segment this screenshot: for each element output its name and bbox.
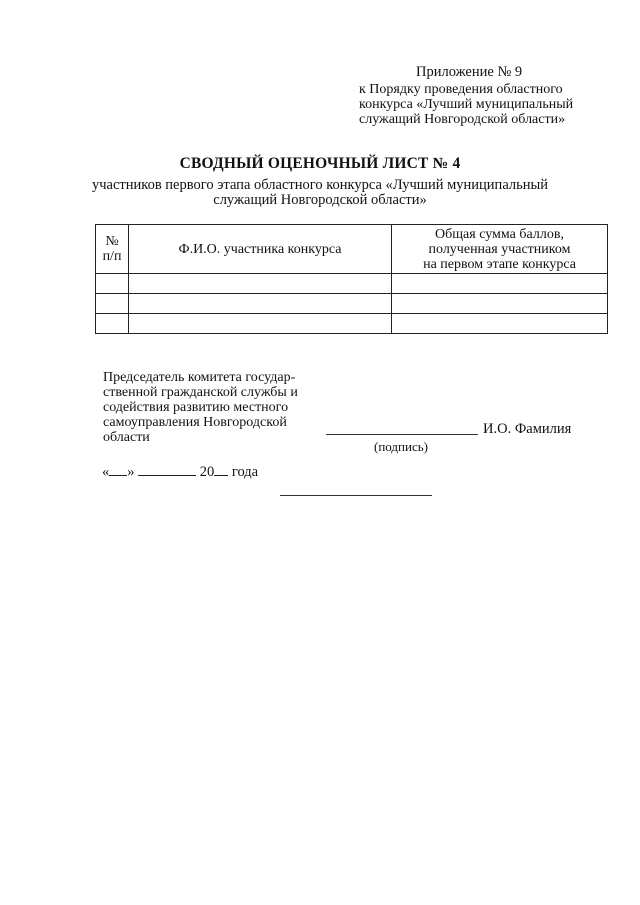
header-score-line: полученная участником <box>428 241 571 257</box>
chair-line: содействия развитию местного <box>103 400 289 415</box>
appendix-line: к Порядку проведения областного <box>359 82 563 97</box>
table-cell <box>96 314 129 334</box>
chair-line: области <box>103 430 150 445</box>
table-header-row <box>96 225 608 274</box>
appendix-line: служащий Новгородской области» <box>359 112 566 127</box>
document-title: СВОДНЫЙ ОЦЕНОЧНЫЙ ЛИСТ № 4 <box>179 155 461 172</box>
table-cell <box>129 314 392 334</box>
chair-line: Председатель комитета государ- <box>103 370 296 385</box>
scores-table <box>95 224 608 334</box>
subtitle-line: участников первого этапа областного конкурса «Лучший муниципальный <box>92 177 548 193</box>
chair-line: ственной гражданской службы и <box>103 385 298 400</box>
date-open-quote: « <box>102 464 110 480</box>
table-cell <box>96 294 129 314</box>
table-cell <box>392 314 608 334</box>
signature-caption: (подпись) <box>374 439 428 454</box>
signatory-name: И.О. Фамилия <box>483 421 572 437</box>
subtitle-line: служащий Новгородской области» <box>213 192 427 208</box>
chair-title <box>103 370 298 445</box>
table-cell <box>392 294 608 314</box>
table-row <box>96 314 608 334</box>
table-cell <box>129 294 392 314</box>
appendix-line: конкурса «Лучший муниципальный <box>359 97 574 112</box>
header-score-line: на первом этапе конкурса <box>423 256 576 272</box>
header-name-line: Ф.И.О. участника конкурса <box>178 241 342 257</box>
header-name <box>129 225 392 274</box>
bottom-rule <box>280 495 432 496</box>
table-row <box>96 274 608 294</box>
signature-line <box>326 434 478 435</box>
table-cell <box>129 274 392 294</box>
appendix-subtitle <box>359 82 573 127</box>
header-number-line: № <box>105 234 119 249</box>
date-close-quote: » <box>127 464 135 480</box>
table-cell <box>392 274 608 294</box>
header-number <box>96 225 129 274</box>
header-score <box>392 225 608 274</box>
month-blank <box>138 463 196 476</box>
header-score-line: Общая сумма баллов, <box>435 226 564 242</box>
year-blank <box>214 463 228 476</box>
header-number-line: п/п <box>102 249 122 264</box>
appendix-title: Приложение № 9 <box>416 64 523 80</box>
year-prefix: 20 <box>199 464 215 480</box>
day-blank <box>109 463 127 476</box>
chair-line: самоуправления Новгородской <box>103 415 287 430</box>
table-cell <box>96 274 129 294</box>
date-line <box>102 463 258 481</box>
table-row <box>96 294 608 314</box>
document-subtitle <box>0 178 640 208</box>
year-suffix: года <box>231 464 259 480</box>
